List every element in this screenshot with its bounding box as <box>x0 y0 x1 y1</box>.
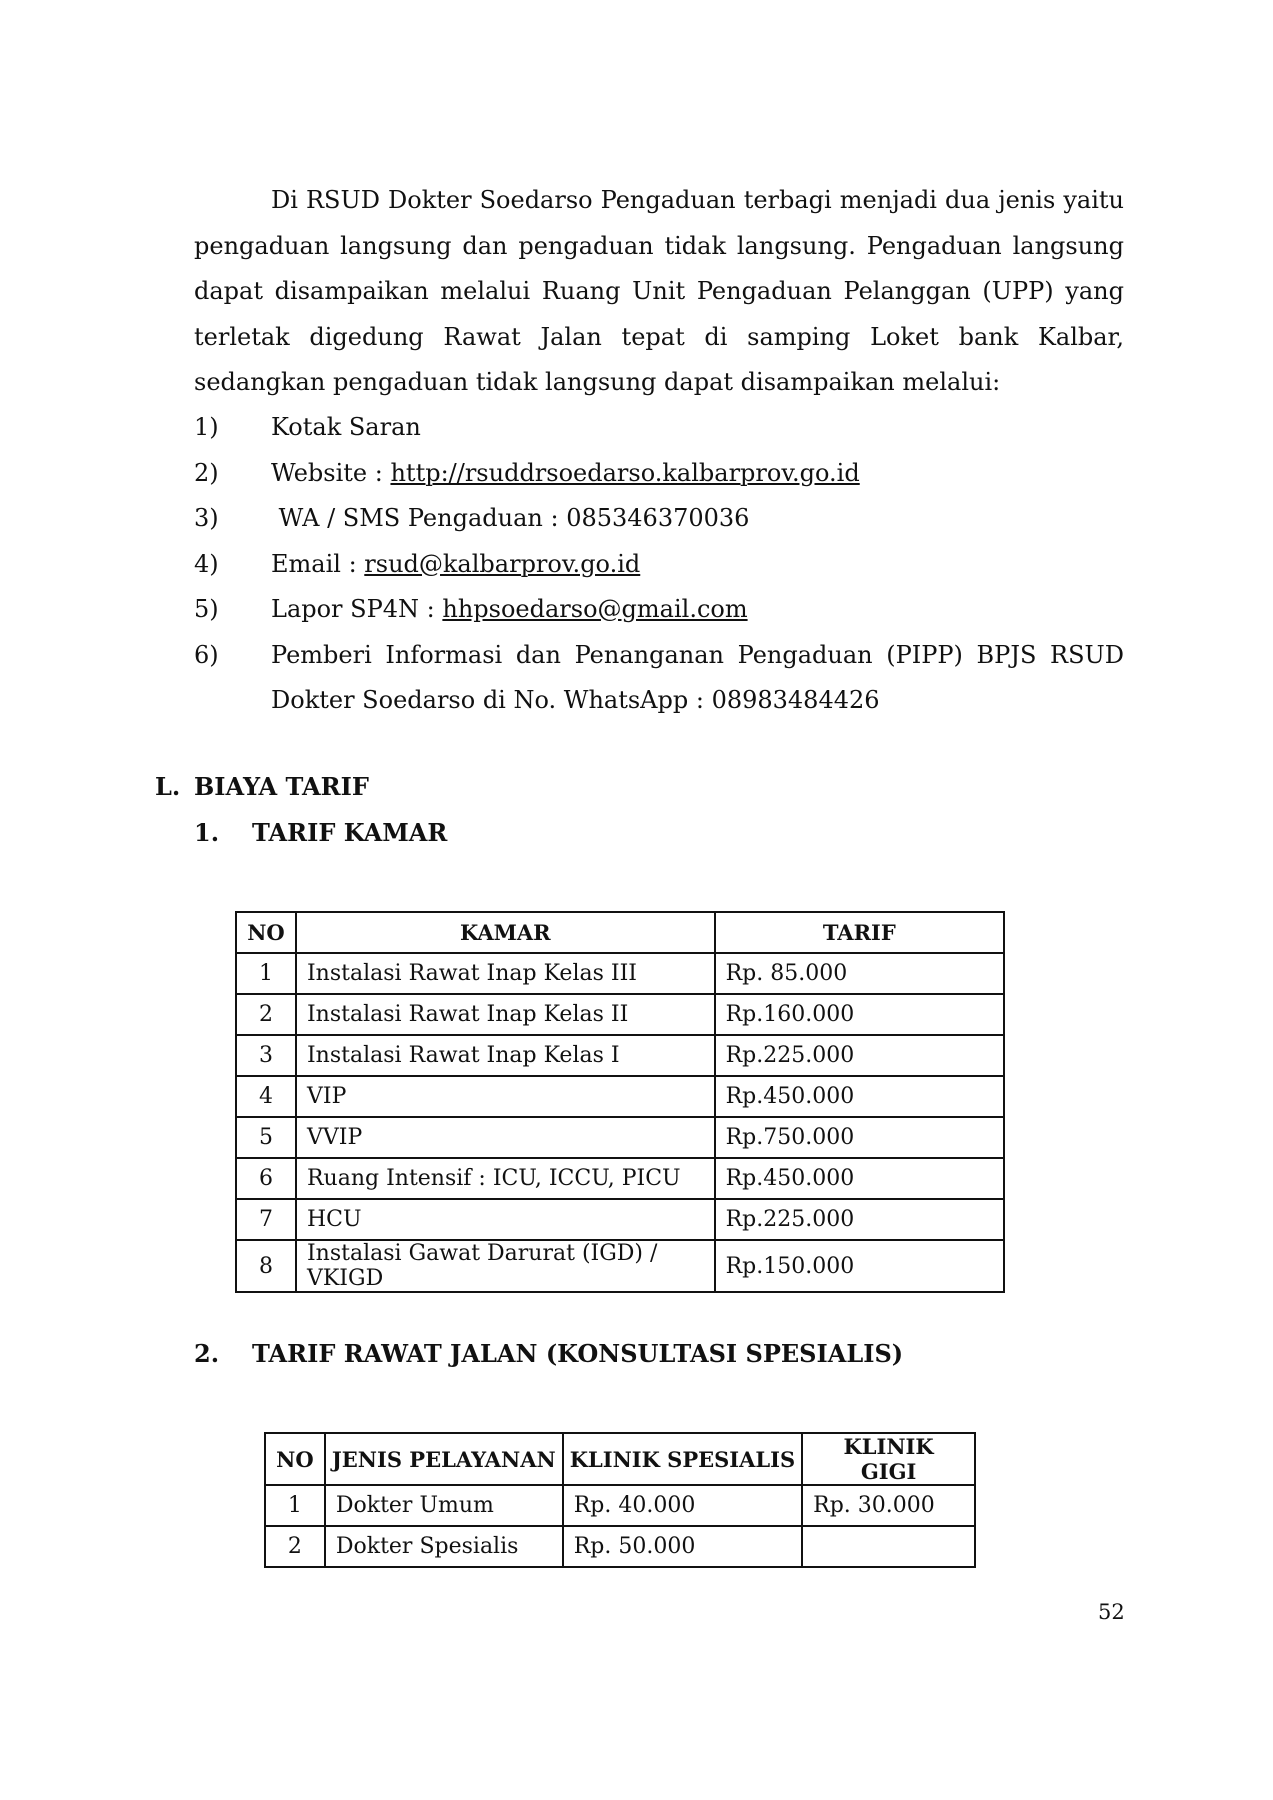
list-number: 6) <box>194 640 219 669</box>
cell-room: Instalasi Rawat Inap Kelas I <box>296 1035 715 1076</box>
subsection-number: 1. <box>194 818 220 847</box>
list-text: Kotak Saran <box>271 413 421 441</box>
list-text: WA / SMS Pengaduan : 085346370036 <box>271 504 750 532</box>
table-row <box>236 1076 1004 1117</box>
table-row <box>236 1035 1004 1076</box>
list-item <box>194 451 1124 497</box>
website-link[interactable]: http://rsuddrsoedarso.kalbarprov.go.id <box>390 458 860 487</box>
sp4n-email-link[interactable]: hhpsoedarso@gmail.com <box>442 595 748 623</box>
list-number: 3) <box>194 504 219 532</box>
cell-tariff: Rp. 85.000 <box>715 953 1004 994</box>
cell-tariff: Rp.750.000 <box>715 1117 1004 1158</box>
cell-no: 8 <box>236 1240 296 1292</box>
cell-room: Instalasi Gawat Darurat (IGD) / VKIGD <box>296 1240 715 1292</box>
cell-no: 2 <box>265 1526 325 1567</box>
table-row <box>236 953 1004 994</box>
column-header: NO <box>236 912 296 953</box>
list-number: 2) <box>194 458 219 487</box>
list-item <box>194 405 1124 451</box>
cell-no: 4 <box>236 1076 296 1117</box>
cell-no: 5 <box>236 1117 296 1158</box>
cell-tariff: Rp.225.000 <box>715 1035 1004 1076</box>
list-item <box>194 633 1124 724</box>
cell-room: VIP <box>296 1076 715 1117</box>
room-tariff-table <box>235 911 1005 1293</box>
cell-no: 6 <box>236 1158 296 1199</box>
table-row <box>236 1199 1004 1240</box>
table-row <box>265 1526 975 1567</box>
column-header: NO <box>265 1433 325 1485</box>
list-text: Email : <box>271 549 365 578</box>
cell-no: 2 <box>236 994 296 1035</box>
list-item <box>194 587 1124 633</box>
list-number: 1) <box>194 413 219 441</box>
table-row <box>236 1117 1004 1158</box>
cell-tariff: Rp.160.000 <box>715 994 1004 1035</box>
table-row <box>236 994 1004 1035</box>
column-header: JENIS PELAYANAN <box>325 1433 563 1485</box>
column-header: KAMAR <box>296 912 715 953</box>
list-number: 5) <box>194 595 219 623</box>
cell-specialist-clinic: Rp. 50.000 <box>563 1526 802 1567</box>
email-link[interactable]: rsud@kalbarprov.go.id <box>364 549 641 578</box>
column-header: KLINIK SPESIALIS <box>563 1433 802 1485</box>
cell-dental-clinic: Rp. 30.000 <box>802 1485 975 1526</box>
subsection-number: 2. <box>194 1339 220 1368</box>
cell-tariff: Rp.225.000 <box>715 1199 1004 1240</box>
cell-no: 1 <box>265 1485 325 1526</box>
cell-room: HCU <box>296 1199 715 1240</box>
subsection-title: TARIF RAWAT JALAN (KONSULTASI SPESIALIS) <box>252 1339 904 1368</box>
cell-tariff: Rp.450.000 <box>715 1158 1004 1199</box>
page-number: 52 <box>1098 1600 1125 1624</box>
cell-room: Instalasi Rawat Inap Kelas III <box>296 953 715 994</box>
cell-room: VVIP <box>296 1117 715 1158</box>
list-number: 4) <box>194 549 219 578</box>
intro-paragraph <box>194 178 1124 406</box>
section-title: BIAYA TARIF <box>194 772 369 801</box>
list-text: Pemberi Informasi dan Penanganan Pengaduan (PIPP) BPJS RSUD Dokter Soedarso di No. WhatsApp : 08983484426 <box>271 640 1124 714</box>
cell-room: Instalasi Rawat Inap Kelas II <box>296 994 715 1035</box>
list-item <box>194 542 1124 588</box>
cell-room: Ruang Intensif : ICU, ICCU, PICU <box>296 1158 715 1199</box>
cell-service: Dokter Umum <box>325 1485 563 1526</box>
subsection-heading-1 <box>194 818 447 847</box>
table-header-row <box>265 1433 975 1485</box>
cell-tariff: Rp.150.000 <box>715 1240 1004 1292</box>
column-header: KLINIK GIGI <box>802 1433 975 1485</box>
cell-no: 3 <box>236 1035 296 1076</box>
cell-no: 1 <box>236 953 296 994</box>
cell-service: Dokter Spesialis <box>325 1526 563 1567</box>
intro-text: Di RSUD Dokter Soedarso Pengaduan terbagi menjadi dua jenis yaitu pengaduan langsung dan pengaduan tidak langsung. Pengaduan langsung dapat disampaikan melalui Ruang Unit Pengaduan Pelanggan (UPP) yang terletak digedung Rawat Jalan tepat di samping Loket bank Kalbar, sedangkan pengaduan tidak langsung dapat disampaikan melalui: <box>194 186 1124 396</box>
column-header: TARIF <box>715 912 1004 953</box>
table-row <box>236 1240 1004 1292</box>
cell-no: 7 <box>236 1199 296 1240</box>
subsection-heading-2 <box>194 1339 903 1368</box>
table-row <box>236 1158 1004 1199</box>
complaint-channel-list <box>194 405 1124 724</box>
table-row <box>265 1485 975 1526</box>
outpatient-tariff-table <box>264 1432 976 1568</box>
table-header-row <box>236 912 1004 953</box>
section-heading <box>155 772 369 801</box>
cell-specialist-clinic: Rp. 40.000 <box>563 1485 802 1526</box>
section-letter: L. <box>155 772 181 801</box>
list-text: Lapor SP4N : <box>271 595 443 623</box>
list-item <box>194 496 1124 542</box>
cell-tariff: Rp.450.000 <box>715 1076 1004 1117</box>
cell-dental-clinic <box>802 1526 975 1567</box>
list-text: Website : <box>271 458 391 487</box>
subsection-title: TARIF KAMAR <box>252 818 448 847</box>
